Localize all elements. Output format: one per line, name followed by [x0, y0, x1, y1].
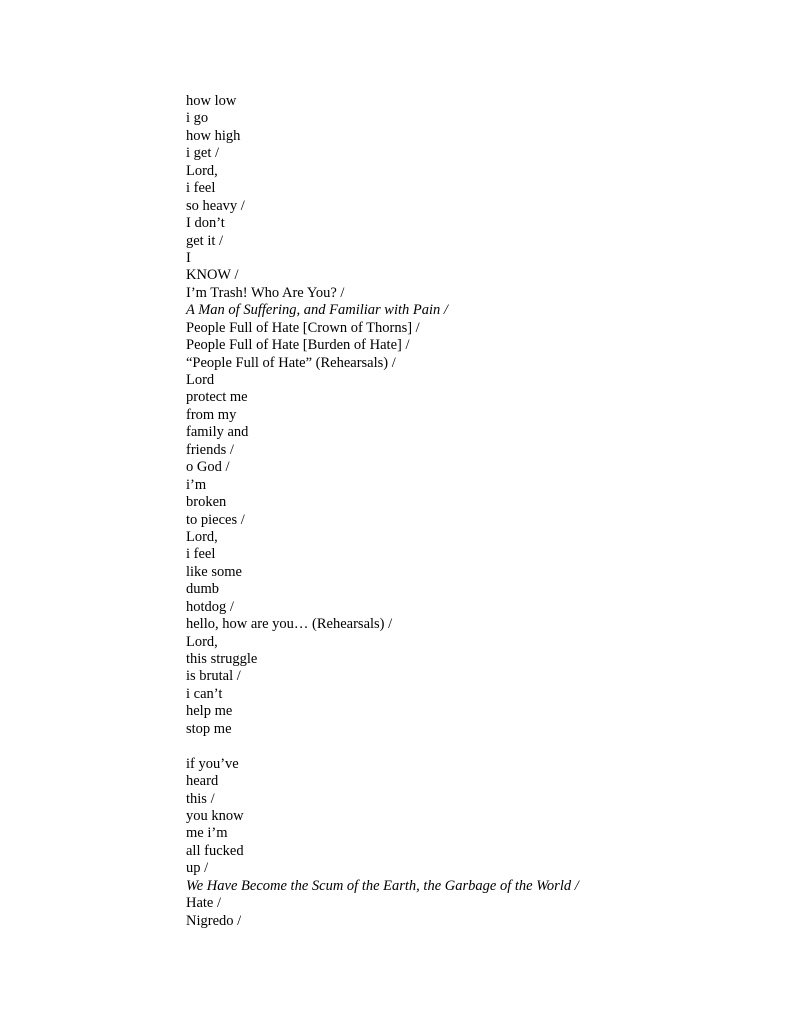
poem-line: is brutal /: [186, 668, 241, 685]
poem-line: how high: [186, 127, 241, 144]
poem-line: Lord,: [186, 162, 218, 179]
poem-line: People Full of Hate [Crown of Thorns] /: [186, 319, 420, 336]
poem-line: protect me: [186, 389, 248, 406]
poem-line: from my: [186, 406, 237, 423]
poem-line: Nigredo /: [186, 912, 242, 929]
poem-line: this struggle: [186, 651, 258, 667]
poem-line: all fucked: [186, 842, 244, 859]
poem-line: broken: [186, 494, 227, 511]
poem-line: “People Full of Hate” (Rehearsals) /: [186, 354, 396, 371]
poem-line: you know: [186, 807, 244, 824]
poem-line: Lord,: [186, 528, 218, 545]
poem-line: heard: [186, 773, 219, 790]
poem-line: stop me: [186, 720, 232, 737]
poem-line: I don’t: [186, 215, 225, 232]
poem-line: We Have Become the Scum of the Earth, the Garbage of the World /: [186, 877, 579, 894]
poem-line: I: [186, 249, 191, 266]
poem-line: Hate /: [186, 895, 222, 912]
poem-line: i’m: [186, 476, 207, 493]
poem-line: help me: [186, 703, 233, 720]
stanza-break: [186, 738, 746, 755]
poem-line: me i’m: [186, 825, 228, 842]
poem-line: Lord,: [186, 633, 218, 650]
poem-line: so heavy /: [186, 197, 245, 214]
poem-line: family and: [186, 424, 249, 441]
poem-text: [186, 93, 746, 930]
poem-line: o God /: [186, 459, 230, 476]
poem-line: hello, how are you… (Rehearsals) /: [186, 616, 393, 633]
poem-line: i feel: [186, 546, 216, 563]
poem-line: People Full of Hate [Burden of Hate] /: [186, 337, 410, 354]
poem-line: how low: [186, 93, 237, 109]
poem-line: Lord: [186, 372, 215, 388]
poem-line: hotdog /: [186, 598, 234, 615]
poem-line: to pieces /: [186, 511, 245, 528]
poem-line: KNOW /: [186, 267, 239, 284]
poem-line: i go: [186, 110, 209, 127]
poem-line: i feel: [186, 180, 216, 197]
poem-line: i can’t: [186, 685, 223, 702]
poem-line: up /: [186, 860, 209, 877]
poem-line: I’m Trash! Who Are You? /: [186, 284, 345, 301]
poem-line: i get /: [186, 145, 220, 162]
poem-line: dumb: [186, 581, 220, 598]
poem-line: this /: [186, 790, 215, 807]
poem-line: friends /: [186, 441, 234, 458]
poem-line: get it /: [186, 232, 224, 249]
poem-line: A Man of Suffering, and Familiar with Pain /: [186, 302, 448, 319]
poem-line: like some: [186, 563, 242, 580]
poem-line: if you’ve: [186, 755, 239, 772]
